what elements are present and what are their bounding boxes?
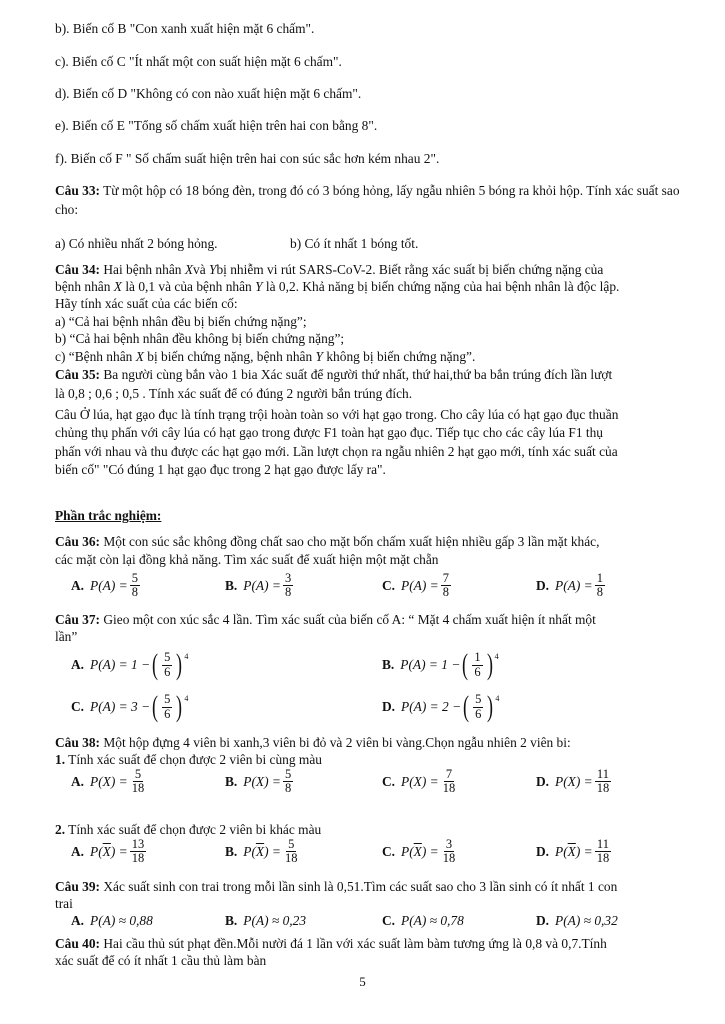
- numerator: 11: [596, 767, 609, 781]
- fraction: [283, 572, 293, 599]
- left-paren: (: [462, 648, 469, 681]
- option-label: B.: [225, 913, 238, 928]
- question-label: Câu 35:: [55, 367, 101, 382]
- question-36-line2: các mặt còn lại đồng khả năng. Tìm xác suất để xuất hiện một mặt chẵn: [55, 552, 439, 567]
- numerator: 5: [131, 571, 138, 585]
- var-x: X: [135, 349, 144, 364]
- numerator: 3: [445, 837, 453, 851]
- question-37-line1: [55, 611, 596, 629]
- question-39-line1: [55, 878, 617, 896]
- fraction: [283, 838, 300, 865]
- q36-option-c: [382, 572, 453, 599]
- event-f-line: f). Biến cố F " Số chấm suất hiện trên hai con súc sắc hơn kém nhau 2".: [55, 151, 440, 166]
- q33-option-b: b) Có ít nhất 1 bóng tốt.: [290, 236, 419, 251]
- option-label: C.: [382, 843, 396, 859]
- text: Tính xác suất để chọn được 2 viên bi khác màu: [68, 822, 322, 837]
- q38-part2-option-a: [71, 838, 148, 865]
- text: Hai cầu thủ sút phạt đền.Mỗi nười đá 1 lần với xác suất làm bàm tương ứng là 0,8 và 0,7.Tính: [103, 936, 607, 951]
- rice-line1: Câu Ở lúa, hạt gạo đục là tính trạng trội hoàn toàn so với hạt gạo trong. Cho cây lúa có hạt gạo đục thuần: [55, 407, 619, 422]
- question-39-line2: trai: [55, 896, 73, 911]
- denominator: 6: [474, 664, 481, 679]
- right-paren: ): [487, 690, 494, 723]
- question-35-line1: [55, 366, 612, 384]
- right-paren: ): [176, 648, 183, 681]
- denominator: 18: [442, 851, 456, 866]
- numerator: 5: [288, 837, 295, 851]
- option-lhs: P(A) = 1 −: [400, 657, 461, 673]
- denominator: 6: [164, 706, 171, 721]
- text: Hai bệnh nhân: [103, 262, 182, 277]
- fraction: [162, 693, 172, 720]
- fraction: [130, 838, 147, 865]
- q39-option-c: [382, 912, 464, 930]
- var-y: Y: [315, 349, 323, 364]
- text: người bắn trúng đích.: [296, 386, 413, 401]
- numerator: 5: [164, 650, 171, 665]
- question-40-line2: xác suất để có ít nhất 1 cầu thủ làm bàn: [55, 953, 267, 968]
- question-label: Câu 33:: [55, 183, 101, 198]
- q39-option-a: [71, 912, 153, 930]
- complement-x: $\overline{X}$: [255, 843, 265, 859]
- option-label: C.: [382, 913, 396, 928]
- text: là 0,1 và của bệnh nhân: [125, 279, 252, 294]
- option-label: B.: [225, 773, 238, 789]
- option-lhs: P(: [555, 843, 568, 859]
- fraction: [441, 838, 458, 865]
- fraction: [441, 572, 451, 599]
- question-40-line1: [55, 935, 607, 953]
- exponent: 4: [184, 651, 189, 661]
- option-expr: P(A) ≈ 0,32: [555, 913, 618, 928]
- option-label: C.: [71, 699, 85, 715]
- question-label: Câu 36:: [55, 534, 101, 549]
- text: không bị biến chứng nặng”.: [326, 349, 476, 364]
- q36-option-b: [225, 572, 295, 599]
- q38-part2-option-c: [382, 838, 459, 865]
- option-label: A.: [71, 843, 85, 859]
- denominator: 18: [442, 781, 456, 796]
- question-38-part2: [55, 821, 321, 839]
- q36-option-d: [536, 572, 607, 599]
- option-lhs: P(X) =: [243, 773, 281, 789]
- text: bệnh nhân: [55, 279, 111, 294]
- complement-x: $\overline{X}$: [413, 843, 422, 859]
- denominator: 18: [596, 781, 610, 796]
- q38-part1-option-d: [536, 768, 613, 795]
- option-label: D.: [536, 913, 550, 928]
- option-lhs: P(A) =: [401, 577, 439, 593]
- q34-option-a: a) “Cả hai bệnh nhân đều bị biến chứng nặng”;: [55, 314, 307, 329]
- option-label: A.: [71, 913, 85, 928]
- text: Xác suất sinh con trai trong mỗi lần sinh là 0,51.Tìm các suất sao cho 3 lần sinh có ít nhất 1 con: [103, 879, 618, 894]
- numerator: 1: [474, 650, 481, 665]
- question-34-line1: [55, 261, 603, 279]
- event-c-line: c). Biến cố C "Ít nhất một con suất hiện mặt 6 chấm".: [55, 54, 342, 69]
- fraction: [595, 768, 612, 795]
- q37-option-d: [382, 692, 499, 722]
- fraction: [283, 768, 293, 795]
- text: Tính xác suất để có đúng: [148, 386, 284, 401]
- option-lhs: P(X) =: [401, 773, 439, 789]
- event-b-line: b). Biến cố B "Con xanh xuất hiện mặt 6 chấm".: [55, 21, 315, 36]
- option-expr: P(A) ≈ 0,88: [90, 913, 153, 928]
- complement-x: $\overline{X}$: [567, 843, 576, 859]
- fraction: [595, 572, 605, 599]
- text: và: [193, 262, 206, 277]
- number: 2: [286, 386, 294, 401]
- q39-option-d: [536, 912, 618, 930]
- option-lhs: P(A) =: [90, 577, 128, 593]
- fraction: [130, 572, 140, 599]
- option-label: B.: [225, 577, 238, 593]
- numerator: 7: [445, 767, 453, 781]
- question-38-line1: [55, 734, 571, 752]
- q34-option-b: b) “Cả hai bệnh nhân đều không bị biến chứng nặng”;: [55, 331, 345, 346]
- option-label: D.: [536, 577, 550, 593]
- text: là: [55, 386, 65, 401]
- option-label: D.: [536, 843, 550, 859]
- text: Một hộp đựng 4 viên bi xanh,3 viên bi đỏ và 2 viên bi vàng.Chọn ngẫu nhiên 2 viên bi:: [103, 735, 571, 750]
- numerator: 5: [134, 767, 142, 781]
- rice-line2: chủng thụ phấn với cây lúa có hạt gạo trong được F1 toàn hạt gạo đục. Tiếp tục cho các cây lúa F1 thụ: [55, 425, 603, 440]
- denominator: 8: [284, 585, 292, 600]
- denominator: 18: [284, 851, 298, 866]
- numerator: 13: [131, 837, 145, 851]
- option-label: A.: [71, 773, 85, 789]
- question-33: [55, 182, 683, 220]
- denominator: 8: [284, 781, 292, 796]
- event-e-line: e). Biến cố E "Tổng số chấm xuất hiện trên hai con bằng 8".: [55, 118, 378, 133]
- q37-option-b: [382, 650, 499, 680]
- option-lhs: P(: [243, 843, 256, 859]
- section-heading: Phần trắc nghiệm:: [55, 508, 162, 523]
- denominator: 18: [131, 781, 145, 796]
- question-34-line3: Hãy tính xác suất của các biến cố:: [55, 296, 238, 311]
- question-35-line2: [55, 385, 412, 403]
- option-lhs: P(X) =: [555, 773, 593, 789]
- text: Tính xác suất để chọn được 2 viên bi cùng màu: [68, 752, 322, 767]
- option-lhs: P(A) = 2 −: [401, 699, 462, 715]
- q37-option-c: [71, 692, 188, 722]
- option-lhs: P(A) =: [555, 577, 593, 593]
- fraction: [473, 693, 483, 720]
- var-y: Y: [255, 279, 263, 294]
- right-paren: ): [176, 690, 183, 723]
- option-label: C.: [382, 577, 396, 593]
- question-label: Câu 34:: [55, 262, 101, 277]
- question-38-part1: [55, 751, 322, 769]
- right-paren: ): [486, 648, 493, 681]
- part-number: 1.: [55, 752, 66, 767]
- question-text: Từ một hộp có 18 bóng đèn, trong đó có 3 bóng hỏng, lấy ngẫu nhiên 5 bóng ra khỏi hộp. Tính xác suất sao cho:: [55, 183, 680, 217]
- option-lhs: ) =: [421, 843, 439, 859]
- rice-line3: phấn với nhau và thu được các hạt gạo mới. Lần lượt chọn ra ngẫu nhiên 2 hạt gạo mới, tính xác suất của: [55, 444, 618, 459]
- question-label: Câu 38:: [55, 735, 101, 750]
- option-label: A.: [71, 657, 85, 673]
- fraction: [595, 838, 612, 865]
- option-lhs: P(X) =: [90, 773, 128, 789]
- fraction: [130, 768, 147, 795]
- denominator: 18: [131, 851, 145, 866]
- numerator: 3: [284, 571, 292, 585]
- denominator: 6: [164, 664, 171, 679]
- option-lhs: ) =: [264, 843, 281, 859]
- rice-line4: biến cố" "Có đúng 1 hạt gạo đục trong 2 hạt gạo được lấy ra".: [55, 462, 386, 477]
- question-label: Câu 40:: [55, 936, 101, 951]
- exponent: 4: [184, 693, 189, 703]
- option-lhs: P(: [401, 843, 414, 859]
- q38-part2-option-b: [225, 838, 301, 865]
- q38-part1-option-b: [225, 768, 295, 795]
- exponent: 4: [494, 651, 499, 661]
- q38-part1-option-a: [71, 768, 148, 795]
- question-36-line1: [55, 533, 599, 551]
- left-paren: (: [463, 690, 470, 723]
- question-label: Câu 39:: [55, 879, 101, 894]
- option-lhs: P(: [90, 843, 103, 859]
- text: bị nhiễm vi rút SARS-CoV-2. Biết rằng xác suất bị biến chứng nặng của: [216, 262, 604, 277]
- question-34-line2: [55, 278, 619, 296]
- option-label: B.: [225, 843, 238, 859]
- var-x: X: [184, 262, 194, 277]
- option-lhs: P(A) =: [243, 577, 281, 593]
- denominator: 18: [596, 851, 610, 866]
- q38-part2-option-d: [536, 838, 613, 865]
- var-x: X: [113, 279, 122, 294]
- q36-option-a: [71, 572, 142, 599]
- fraction: [162, 651, 172, 678]
- left-paren: (: [152, 690, 159, 723]
- text: là 0,2. Khả năng bị biến chứng nặng của hai bệnh nhân là độc lập.: [265, 279, 620, 294]
- numerator: 1: [596, 571, 603, 585]
- denominator: 6: [475, 706, 482, 721]
- numerator: 5: [164, 692, 171, 707]
- page-number: 5: [359, 974, 366, 989]
- exponent: 4: [495, 693, 500, 703]
- fraction: [441, 768, 458, 795]
- option-label: C.: [382, 773, 396, 789]
- option-label: B.: [382, 657, 395, 673]
- denominator: 8: [131, 585, 138, 600]
- text: Gieo một con xúc sắc 4 lần. Tìm xác suất của biến cố A: “ Mặt 4 chấm xuất hiện ít nhất một: [103, 612, 596, 627]
- option-label: D.: [536, 773, 550, 789]
- text: Một con súc sắc không đồng chất sao cho mặt bốn chấm xuất hiện nhiều gấp 3 lần mặt khác,: [103, 534, 600, 549]
- left-paren: (: [152, 648, 159, 681]
- text: Ba người cùng bắn vào 1 bia Xác suất để người thứ nhất, thứ hai,thứ ba bắn trúng đích lần lượt: [103, 367, 613, 382]
- option-label: D.: [382, 699, 396, 715]
- option-lhs: P(A) = 1 −: [90, 657, 151, 673]
- denominator: 8: [442, 585, 449, 600]
- question-37-line2: lần”: [55, 629, 78, 644]
- question-label: Câu 37:: [55, 612, 101, 627]
- option-label: A.: [71, 577, 85, 593]
- part-number: 2.: [55, 822, 66, 837]
- denominator: 8: [596, 585, 603, 600]
- q37-option-a: [71, 650, 188, 680]
- event-d-line: d). Biến cố D "Không có con nào xuất hiện mặt 6 chấm".: [55, 86, 362, 101]
- q34-option-c: [55, 348, 475, 366]
- fraction: [472, 651, 482, 678]
- option-lhs: ) =: [110, 843, 128, 859]
- numerator: 5: [475, 692, 482, 707]
- q38-part1-option-c: [382, 768, 459, 795]
- numerator: 7: [442, 571, 449, 585]
- option-expr: P(A) ≈ 0,78: [401, 913, 464, 928]
- numerator: 11: [596, 837, 609, 851]
- text: c) “Bệnh nhân: [55, 349, 133, 364]
- probabilities: 0,8 ; 0,6 ; 0,5 .: [68, 386, 146, 401]
- option-lhs: P(A) = 3 −: [90, 699, 151, 715]
- numerator: 5: [284, 767, 292, 781]
- complement-x: $\overline{X}$: [102, 843, 111, 859]
- option-lhs: ) =: [575, 843, 593, 859]
- var-y: Y: [209, 262, 217, 277]
- option-expr: P(A) ≈ 0,23: [243, 913, 307, 928]
- q33-option-a: a) Có nhiều nhất 2 bóng hỏng.: [55, 236, 218, 251]
- q39-option-b: [225, 912, 306, 930]
- text: bị biến chứng nặng, bệnh nhân: [147, 349, 313, 364]
